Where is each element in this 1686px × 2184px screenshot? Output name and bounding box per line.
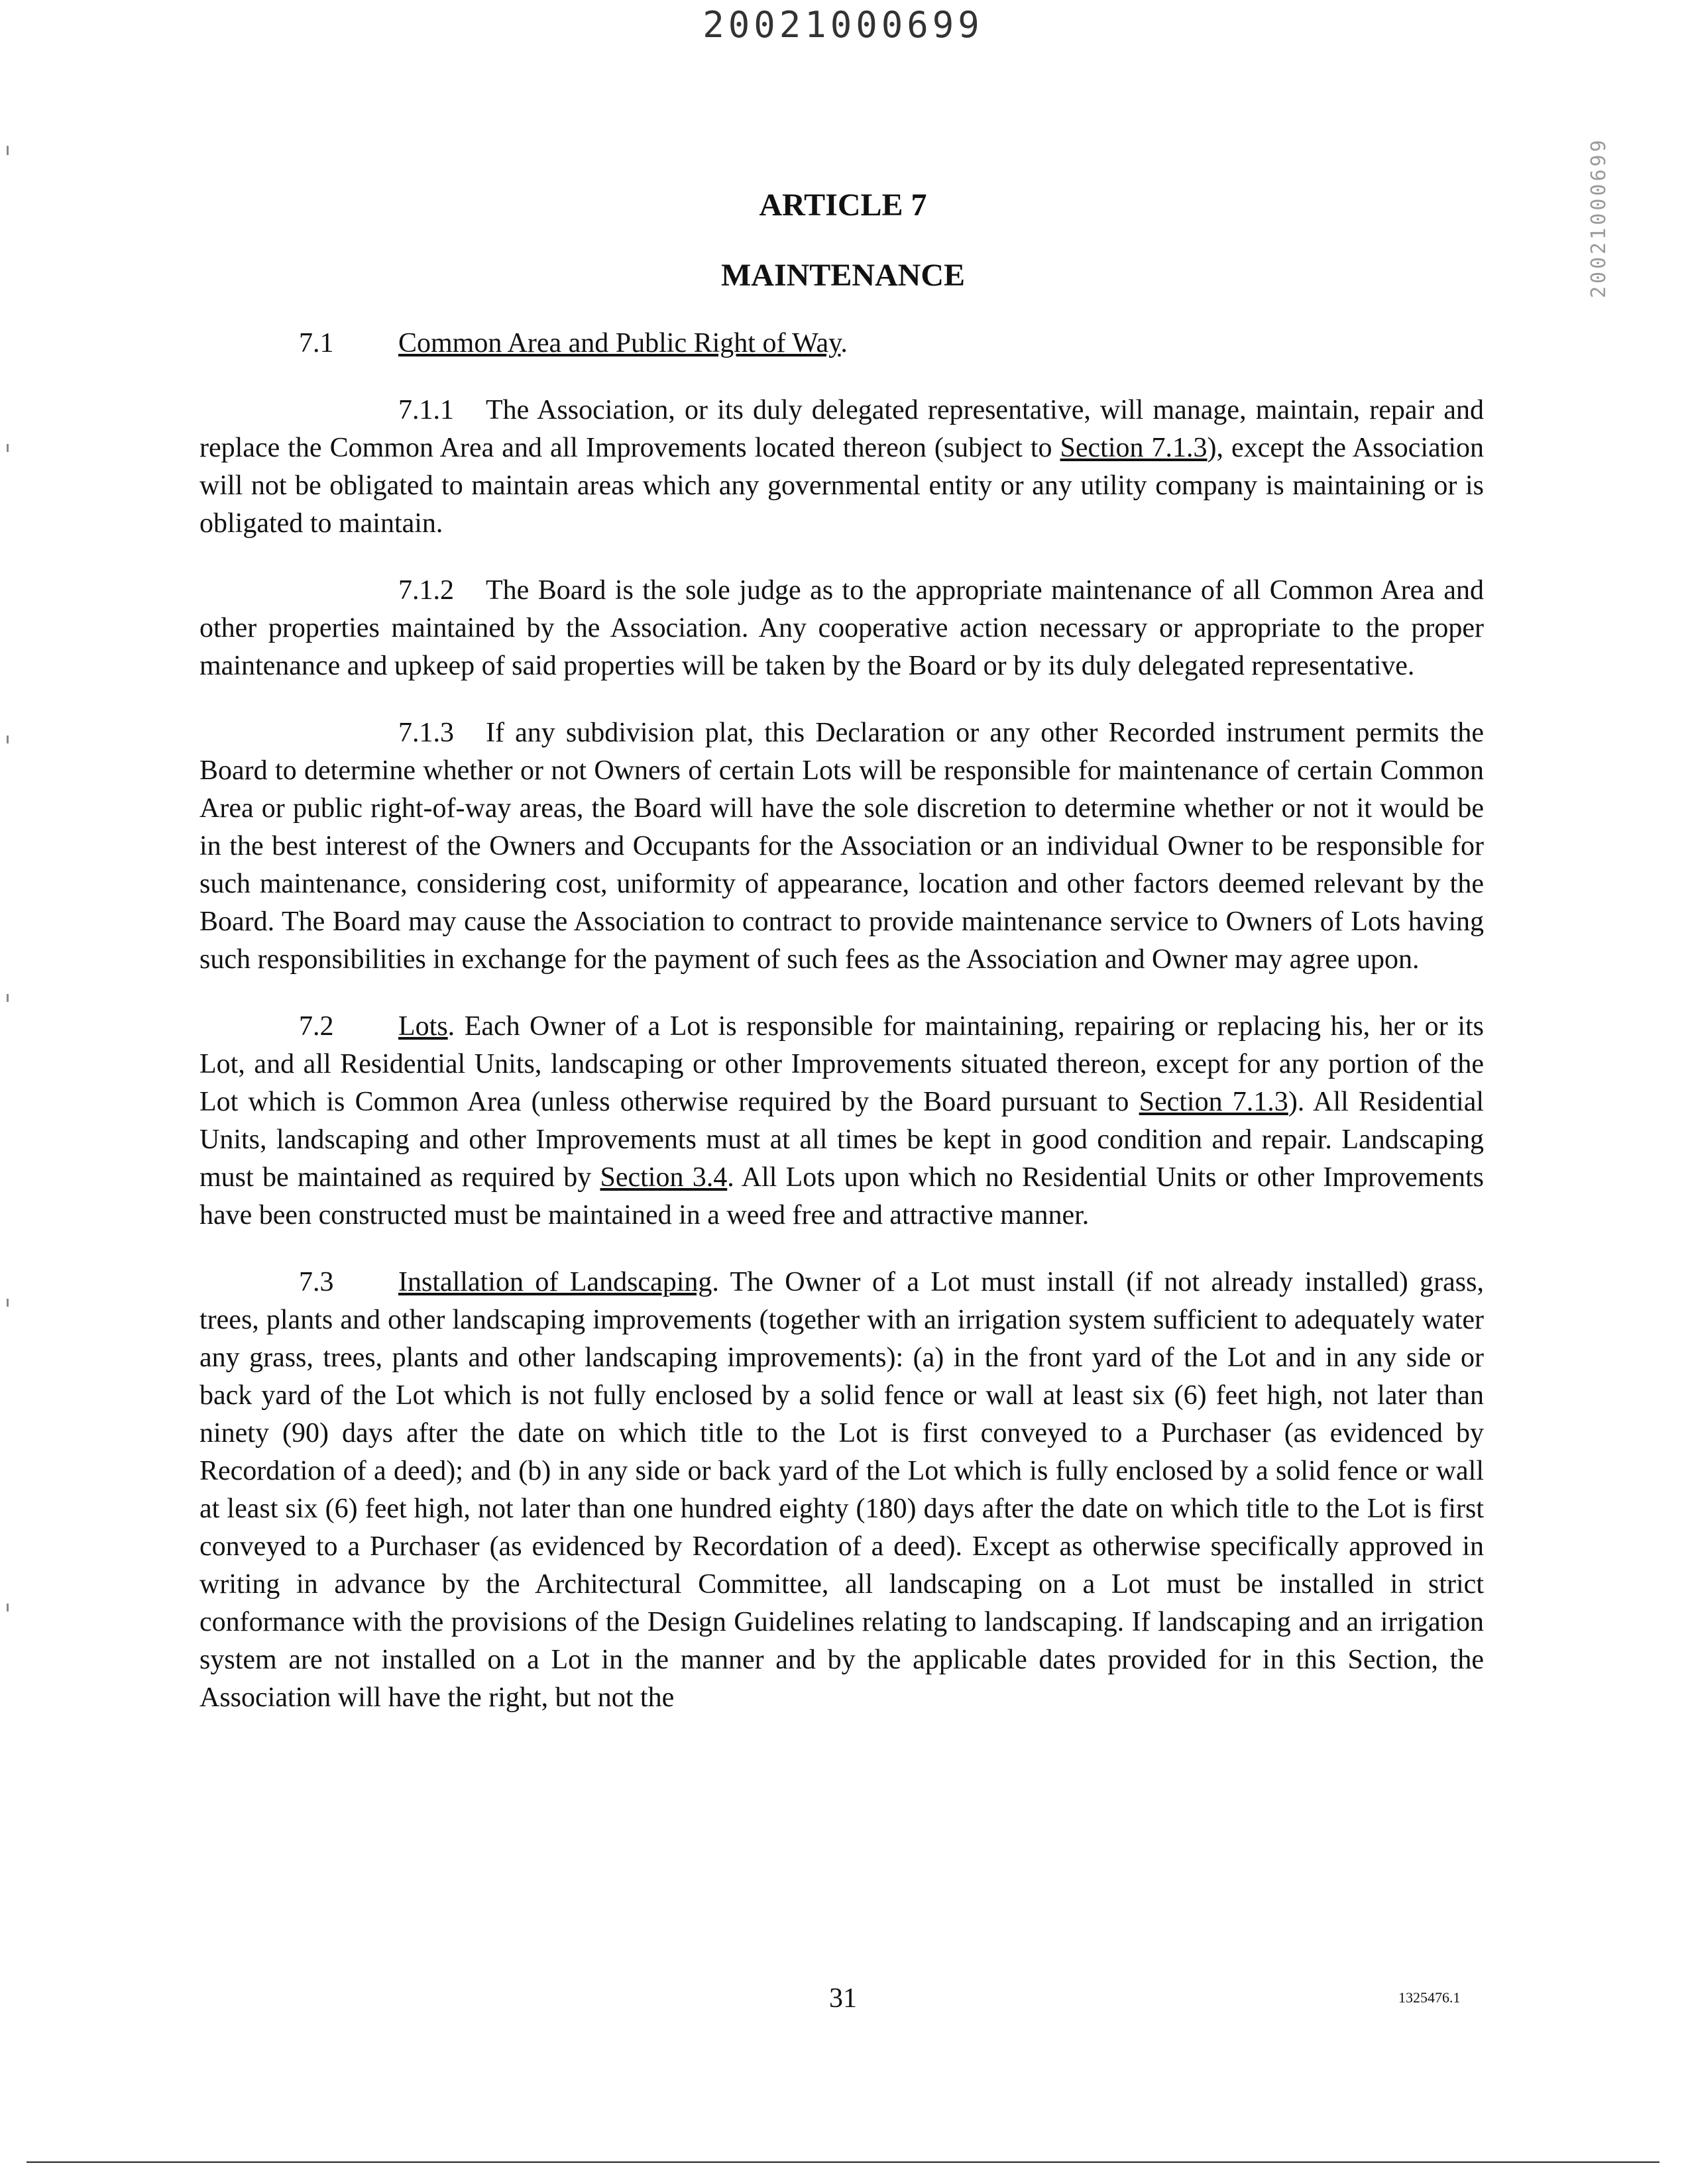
subsection-text: If any subdivision plat, this Declaration or any other Recorded instrument permits the Board to determine whether or not Owners of certain Lots will be responsible for maintenance of certain Common Area or public right-of-way areas, the Board will have the sole discretion to determine whether or not it would be in the best interest of the Owners and Occupants for the Association or an individual Owner to be responsible for such maintenance, considering cost, uniformity of appearance, location and other factors deemed relevant by the Board. The Board may cause the Association to contract to provide maintenance service to Owners of Lots having such responsibilities in exchange for the payment of such fees as the Association and Owner may agree upon. (199, 718, 1484, 975)
section-7-1 (199, 325, 1484, 362)
section-reference: Section 3.4 (600, 1162, 728, 1193)
subsection-number: 7.1.2 (398, 575, 454, 606)
section-number: 7.3 (299, 1267, 334, 1297)
scan-mark (7, 1604, 9, 1611)
recording-number: 20021000699 (702, 4, 984, 46)
section-heading-punct: . (840, 328, 848, 358)
subsection-text: The Board is the sole judge as to the appropriate maintenance of all Common Area and other properties maintained by the Association. Any cooperative action necessary or appropriate to the proper maintenance and upkeep of said properties will be taken by the Board or by its duly delegated representative. (199, 575, 1484, 681)
article-subtitle: MAINTENANCE (720, 258, 965, 293)
scan-mark (7, 1299, 9, 1307)
section-7-1-3 (199, 714, 1484, 979)
section-number: 7.1 (299, 328, 334, 358)
scan-mark (7, 146, 9, 155)
section-heading: Lots (398, 1011, 448, 1042)
section-reference: Section 7.1.3 (1139, 1087, 1288, 1117)
subsection-text: The Association, or its duly delegated representative, will manage, maintain, repair and replace the Common Area and all Improvements located thereon (subject to (199, 395, 1484, 463)
section-reference: Section 7.1.3 (1060, 433, 1208, 463)
section-7-1-2 (199, 572, 1484, 685)
bottom-rule (27, 2161, 1659, 2163)
section-number: 7.2 (299, 1011, 334, 1042)
scan-mark (7, 994, 9, 1002)
section-7-2 (199, 1008, 1484, 1234)
section-text: . The Owner of a Lot must install (if not already installed) grass, trees, plants and other landscaping improvements (together with an irrigation system sufficient to adequately water any grass, trees, plants and other landscaping improvements): (a) in the front yard of the Lot and in any side or back yard of the Lot which is not fully enclosed by a solid fence or wall at least six (6) feet high, not later than ninety (90) days after the date on which title to the Lot is first conveyed to a Purchaser (as evidenced by Recordation of a deed); and (b) in any side or back yard of the Lot which is fully enclosed by a solid fence or wall at least six (6) feet high, not later than one hundred eighty (180) days after the date on which title to the Lot is first conveyed to a Purchaser (as evidenced by Recordation of a deed). Except as otherwise specifically approved in writing in advance by the Architectural Committee, all landscaping on a Lot must be installed in strict conformance with the provisions of the Design Guidelines relating to landscaping. If landscaping and an irrigation system are not installed on a Lot in the manner and by the applicable dates provided for in this Section, the Association will have the right, but not the (199, 1267, 1484, 1713)
side-stamp-text: 20021000699 (1587, 137, 1610, 298)
subsection-number: 7.1.3 (398, 718, 454, 748)
section-heading: Common Area and Public Right of Way (398, 328, 841, 358)
page-number: 31 (829, 1983, 857, 2014)
section-text: . All Lots upon which no Residential Units or other Improvements have been constructed must be maintained in a weed free and attractive manner. (199, 1162, 1485, 1230)
section-text: ). All Residential Units, landscaping and other Improvements must at all times be kept in good condition and repair. Landscaping must be maintained as required by (199, 1087, 1485, 1193)
section-text: . Each Owner of a Lot is responsible for maintaining, repairing or replacing his, her or its Lot, and all Residential Units, landscaping or other Improvements situated thereon, except for any portion of the Lot which is Common Area (unless otherwise required by the Board pursuant to (199, 1011, 1484, 1117)
section-7-1-1 (199, 392, 1484, 543)
subsection-text: ), except the Association will not be obligated to maintain areas which any governmental entity or any utility company is maintaining or is obligated to maintain. (199, 433, 1484, 539)
document-id: 1325476.1 (1398, 1989, 1461, 2006)
subsection-number: 7.1.1 (398, 395, 454, 425)
scan-mark (7, 736, 9, 743)
section-heading: Installation of Landscaping (398, 1267, 712, 1297)
section-7-3 (199, 1264, 1484, 1717)
article-title: ARTICLE 7 (759, 188, 927, 223)
scan-mark (7, 444, 9, 452)
document-body (199, 325, 1484, 1746)
